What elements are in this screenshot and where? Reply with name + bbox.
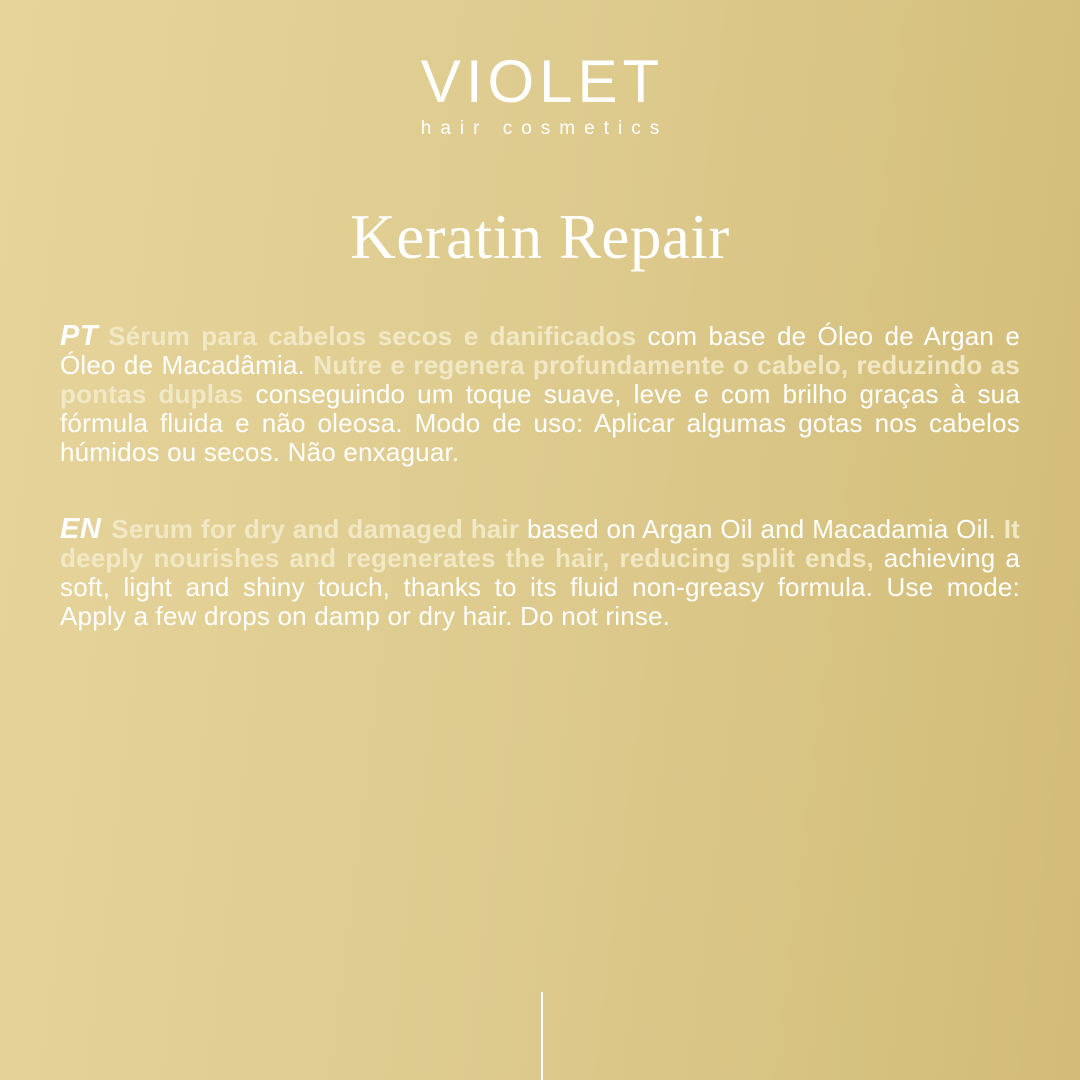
paragraph-pt xyxy=(60,322,1020,467)
text-segment: Sérum para cabelos secos e danificados xyxy=(108,321,637,351)
paragraph-en-text xyxy=(60,514,1020,631)
language-label-en: EN xyxy=(60,513,102,545)
brand-logo xyxy=(0,48,1080,139)
paragraph-en xyxy=(60,515,1020,631)
text-segment: conseguindo um toque suave, leve e com brilho graças à sua fórmula fluida e não oleosa. Modo de uso: Aplicar algumas gotas nos cabelos húmidos ou secos. Não enxaguar. xyxy=(60,379,1020,467)
description-section xyxy=(60,322,1020,631)
paragraph-pt-text xyxy=(60,321,1020,467)
text-segment: It deeply nourishes and regenerates the hair, reducing split ends, xyxy=(60,514,1021,573)
brand-tagline: hair cosmetics xyxy=(420,118,669,139)
text-segment: based on Argan Oil and Macadamia Oil. xyxy=(519,514,1004,544)
bottom-divider-line xyxy=(541,992,543,1080)
text-segment: Serum for dry and damaged hair xyxy=(111,514,520,544)
language-label-pt: PT xyxy=(60,320,99,352)
text-segment: com base de Óleo de Argan e Óleo de Macadâmia. xyxy=(60,321,1020,380)
text-segment: achieving a soft, light and shiny touch, thanks to its fluid non-greasy formula. Use mode: Apply a few drops on damp or dry hair. Do not rinse. xyxy=(60,543,1020,631)
brand-name: VIOLET xyxy=(420,48,665,115)
text-segment: Nutre e regenera profundamente o cabelo, reduzindo as pontas duplas xyxy=(60,350,1020,409)
product-title: Keratin Repair xyxy=(350,202,730,272)
